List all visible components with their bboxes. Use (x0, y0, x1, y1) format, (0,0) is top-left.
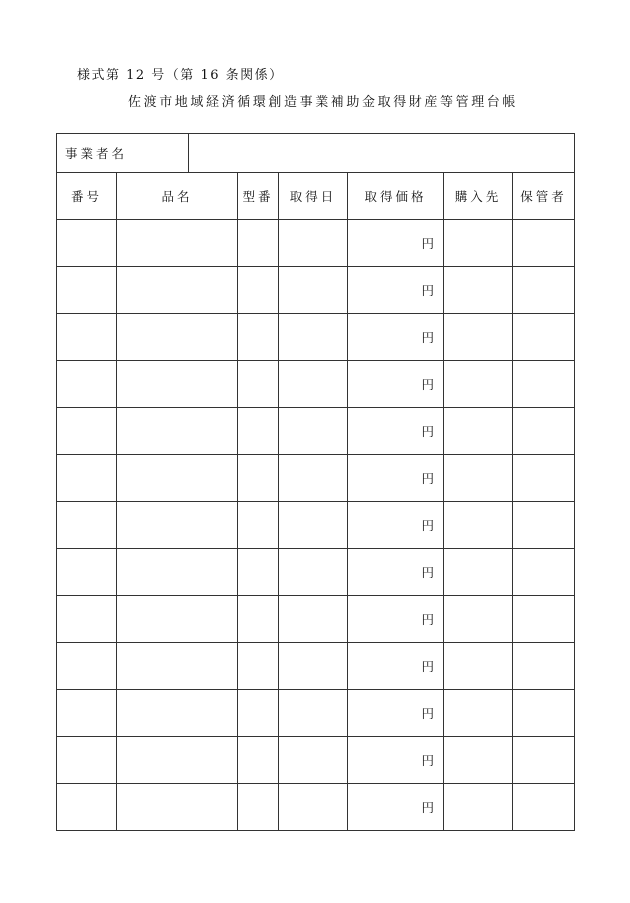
number-cell[interactable] (57, 314, 117, 361)
item-name-cell[interactable] (117, 220, 238, 267)
custodian-cell[interactable] (513, 549, 575, 596)
column-header-number: 番号 (57, 173, 117, 220)
custodian-cell[interactable] (513, 784, 575, 831)
table-row (57, 596, 575, 643)
business-name-label: 事業者名 (57, 134, 189, 173)
vendor-cell[interactable] (444, 502, 513, 549)
vendor-cell[interactable] (444, 549, 513, 596)
column-header-custodian: 保管者 (513, 173, 575, 220)
table-row (57, 643, 575, 690)
custodian-cell[interactable] (513, 361, 575, 408)
custodian-cell[interactable] (513, 267, 575, 314)
vendor-cell[interactable] (444, 314, 513, 361)
custodian-cell[interactable] (513, 314, 575, 361)
table-row (57, 267, 575, 314)
table-row (57, 690, 575, 737)
number-cell[interactable] (57, 408, 117, 455)
table-row (57, 737, 575, 784)
form-number: 様式第 12 号（第 16 条関係） (77, 68, 284, 83)
acquisition-price-cell[interactable]: 円 (348, 784, 444, 831)
item-name-cell[interactable] (117, 596, 238, 643)
business-name-row (57, 134, 575, 173)
acquisition-price-cell[interactable]: 円 (348, 267, 444, 314)
acquisition-date-cell[interactable] (279, 502, 348, 549)
vendor-cell[interactable] (444, 455, 513, 502)
custodian-cell[interactable] (513, 502, 575, 549)
acquisition-date-cell[interactable] (279, 596, 348, 643)
acquisition-date-cell[interactable] (279, 643, 348, 690)
acquisition-date-cell[interactable] (279, 314, 348, 361)
custodian-cell[interactable] (513, 737, 575, 784)
vendor-cell[interactable] (444, 220, 513, 267)
vendor-cell[interactable] (444, 408, 513, 455)
acquisition-date-cell[interactable] (279, 455, 348, 502)
custodian-cell[interactable] (513, 408, 575, 455)
table-row (57, 549, 575, 596)
item-name-cell[interactable] (117, 737, 238, 784)
number-cell[interactable] (57, 267, 117, 314)
acquisition-date-cell[interactable] (279, 361, 348, 408)
table-row (57, 314, 575, 361)
table-row (57, 784, 575, 831)
column-header-row (57, 173, 575, 220)
custodian-cell[interactable] (513, 690, 575, 737)
acquisition-price-cell[interactable]: 円 (348, 596, 444, 643)
column-header-item-name: 品名 (117, 173, 238, 220)
number-cell[interactable] (57, 220, 117, 267)
model-number-cell[interactable] (238, 549, 279, 596)
acquisition-date-cell[interactable] (279, 267, 348, 314)
vendor-cell[interactable] (444, 737, 513, 784)
number-cell[interactable] (57, 596, 117, 643)
column-header-model-number: 型番 (238, 173, 279, 220)
acquisition-date-cell[interactable] (279, 549, 348, 596)
document-title: 佐渡市地域経済循環創造事業補助金取得財産等管理台帳 (128, 95, 519, 110)
column-header-acquisition-date: 取得日 (279, 173, 348, 220)
item-name-cell[interactable] (117, 643, 238, 690)
number-cell[interactable] (57, 690, 117, 737)
item-name-cell[interactable] (117, 408, 238, 455)
acquisition-date-cell[interactable] (279, 220, 348, 267)
model-number-cell[interactable] (238, 737, 279, 784)
model-number-cell[interactable] (238, 502, 279, 549)
item-name-cell[interactable] (117, 267, 238, 314)
acquisition-price-cell[interactable]: 円 (348, 220, 444, 267)
model-number-cell[interactable] (238, 596, 279, 643)
model-number-cell[interactable] (238, 220, 279, 267)
acquisition-date-cell[interactable] (279, 408, 348, 455)
custodian-cell[interactable] (513, 455, 575, 502)
column-header-vendor: 購入先 (444, 173, 513, 220)
asset-ledger-table (56, 133, 575, 831)
number-cell[interactable] (57, 643, 117, 690)
item-name-cell[interactable] (117, 314, 238, 361)
model-number-cell[interactable] (238, 643, 279, 690)
acquisition-date-cell[interactable] (279, 737, 348, 784)
number-cell[interactable] (57, 784, 117, 831)
custodian-cell[interactable] (513, 596, 575, 643)
acquisition-price-cell[interactable]: 円 (348, 690, 444, 737)
acquisition-date-cell[interactable] (279, 784, 348, 831)
business-name-field[interactable] (189, 134, 575, 173)
number-cell[interactable] (57, 361, 117, 408)
model-number-cell[interactable] (238, 455, 279, 502)
custodian-cell[interactable] (513, 643, 575, 690)
item-name-cell[interactable] (117, 784, 238, 831)
model-number-cell[interactable] (238, 408, 279, 455)
number-cell[interactable] (57, 455, 117, 502)
table-row (57, 408, 575, 455)
vendor-cell[interactable] (444, 784, 513, 831)
acquisition-price-cell[interactable]: 円 (348, 314, 444, 361)
acquisition-price-cell[interactable]: 円 (348, 502, 444, 549)
acquisition-price-cell[interactable]: 円 (348, 455, 444, 502)
column-header-acquisition-price: 取得価格 (348, 173, 444, 220)
vendor-cell[interactable] (444, 361, 513, 408)
item-name-cell[interactable] (117, 455, 238, 502)
vendor-cell[interactable] (444, 643, 513, 690)
table-row (57, 502, 575, 549)
table-row (57, 361, 575, 408)
acquisition-price-cell[interactable]: 円 (348, 737, 444, 784)
model-number-cell[interactable] (238, 314, 279, 361)
table-row (57, 220, 575, 267)
number-cell[interactable] (57, 737, 117, 784)
number-cell[interactable] (57, 549, 117, 596)
vendor-cell[interactable] (444, 690, 513, 737)
acquisition-price-cell[interactable]: 円 (348, 643, 444, 690)
acquisition-date-cell[interactable] (279, 690, 348, 737)
table-row (57, 455, 575, 502)
acquisition-price-cell[interactable]: 円 (348, 408, 444, 455)
custodian-cell[interactable] (513, 220, 575, 267)
ledger-data-rows (57, 220, 575, 831)
model-number-cell[interactable] (238, 784, 279, 831)
item-name-cell[interactable] (117, 502, 238, 549)
vendor-cell[interactable] (444, 267, 513, 314)
acquisition-price-cell[interactable]: 円 (348, 549, 444, 596)
model-number-cell[interactable] (238, 690, 279, 737)
model-number-cell[interactable] (238, 267, 279, 314)
vendor-cell[interactable] (444, 596, 513, 643)
item-name-cell[interactable] (117, 690, 238, 737)
acquisition-price-cell[interactable]: 円 (348, 361, 444, 408)
model-number-cell[interactable] (238, 361, 279, 408)
item-name-cell[interactable] (117, 549, 238, 596)
number-cell[interactable] (57, 502, 117, 549)
item-name-cell[interactable] (117, 361, 238, 408)
